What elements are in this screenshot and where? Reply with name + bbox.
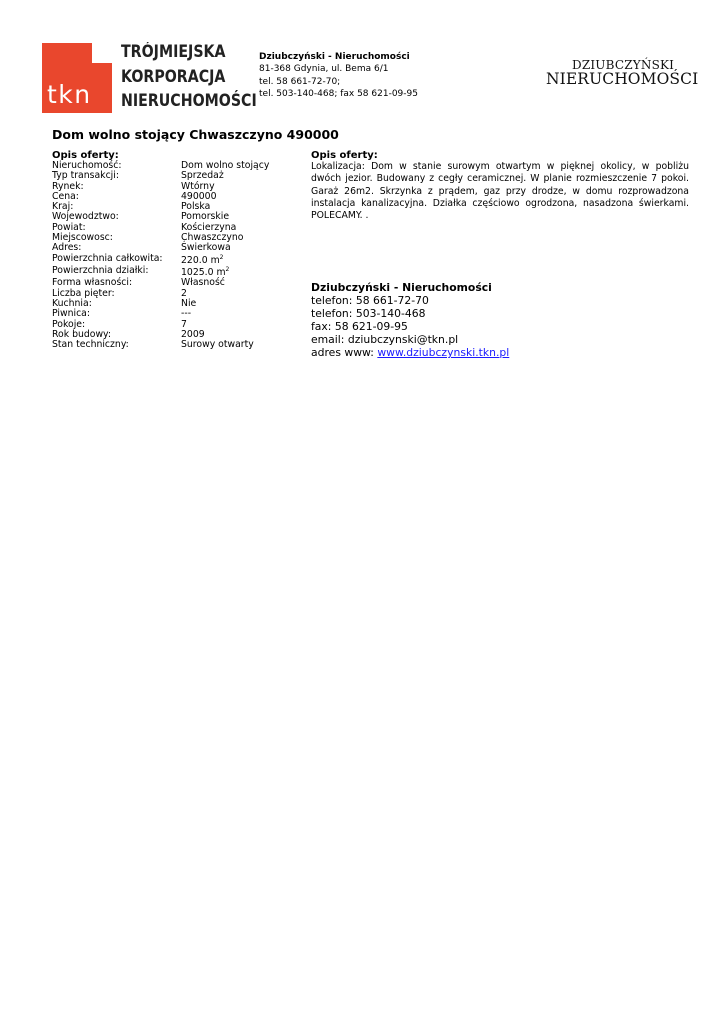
company-phone-fax: tel. 503-140-468; fax 58 621-09-95 [259,88,418,99]
spec-value: Dom wolno stojący [181,160,270,171]
spec-label: Cena: [52,190,79,202]
spec-row [52,233,302,243]
unit-superscript: 2 [219,253,224,261]
spec-label: Powierzchnia działki: [52,265,149,277]
tkn-logo-letters: tkn [47,80,92,109]
spec-label: Rynek: [52,180,84,192]
spec-label: Forma własności: [52,277,133,289]
spec-row [52,171,302,181]
tkn-logo [42,43,112,113]
contact-phone: telefon: 58 661-72-70 [311,294,429,308]
website-label: adres www: [311,346,378,360]
spec-value: 490000 [181,190,217,202]
spec-value: Kościerzyna [181,221,237,233]
tkn-title-line: KORPORACJA [121,66,226,86]
spec-label: Powiat: [52,221,86,233]
spec-row [52,309,302,319]
spec-value: Polska [181,201,211,213]
spec-value: Świerkowa [181,242,231,254]
dz-logo-top: DZIUBCZYŃSKI [572,58,675,72]
spec-label: Rok budowy: [52,328,112,340]
spec-value: 7 [181,318,187,330]
spec-value-text: 1025.0 m [181,267,226,279]
tkn-logo-title [121,40,257,114]
spec-value: 2 [181,287,187,299]
spec-value [181,253,224,266]
spec-label: Wojewodztwo: [52,211,119,223]
tkn-title-line: NIERUCHOMOŚCI [121,91,257,110]
spec-label: Nieruchomość: [52,160,122,171]
page-title: Dom wolno stojący Chwaszczyno 490000 [52,127,339,142]
spec-table [52,161,302,351]
spec-value: --- [181,308,192,320]
unit-superscript: 2 [225,265,230,273]
company-name: Dziubczyński - Nieruchomości [259,52,410,62]
contact-name: Dziubczyński - Nieruchomości [311,281,492,294]
spec-label: Piwnica: [52,308,91,320]
spec-label: Miejscowosc: [52,232,113,244]
spec-label: Liczba pięter: [52,287,115,299]
company-header [259,51,418,100]
spec-label: Adres: [52,242,82,254]
contact-website [311,346,509,359]
spec-value: Chwaszczyno [181,232,244,244]
spec-value: Wtórny [181,180,215,192]
spec-value: Pomorskie [181,211,230,223]
spec-label: Powierzchnia całkowita: [52,252,163,264]
contact-phone: telefon: 503-140-468 [311,307,426,321]
offer-description: Lokalizacja: Dom w stanie surowym otwartym w pięknej okolicy, w pobliżu dwóch jezior. Budowany z cegły ceramicznej. W planie rozmieszczenie 7 pokoi. Garaż 26m2. Skrzynka z prądem, gaz przy drodze, w domu rozprowadzona instalacja kanalizacyjna. Działka częściowo ogrodzona, nasadzona świerkami. POLECAMY. . [311,161,689,222]
dz-logo-bottom: NIERUCHOMOŚCI [546,70,699,88]
spec-label: Kuchnia: [52,298,92,310]
spec-row [52,182,302,192]
spec-label: Pokoje: [52,318,86,330]
contact-block [311,281,509,360]
contact-fax: fax: 58 621-09-95 [311,320,408,334]
company-phone: tel. 58 661-72-70; [259,76,341,87]
spec-value: Własność [181,277,225,289]
tkn-logo-notch [92,43,112,63]
spec-label: Stan techniczny: [52,339,129,351]
spec-value: Nie [181,298,197,310]
spec-label: Typ transakcji: [52,170,119,182]
tkn-title-line: TRÓJMIEJSKA [121,42,226,61]
spec-row [52,212,302,222]
website-link[interactable]: www.dziubczynski.tkn.pl [377,346,510,360]
spec-value: 2009 [181,328,205,340]
description-heading: Opis oferty: [311,150,378,161]
spec-row [52,340,302,350]
spec-value: Surowy otwarty [181,339,254,351]
spec-value: Sprzedaż [181,170,224,182]
spec-row [52,192,302,202]
contact-email: email: dziubczynski@tkn.pl [311,333,459,347]
spec-heading: Opis oferty: [52,150,119,161]
spec-label: Kraj: [52,201,74,213]
spec-value-text: 220.0 m [181,254,220,266]
company-address: 81-368 Gdynia, ul. Bema 6/1 [259,64,389,75]
